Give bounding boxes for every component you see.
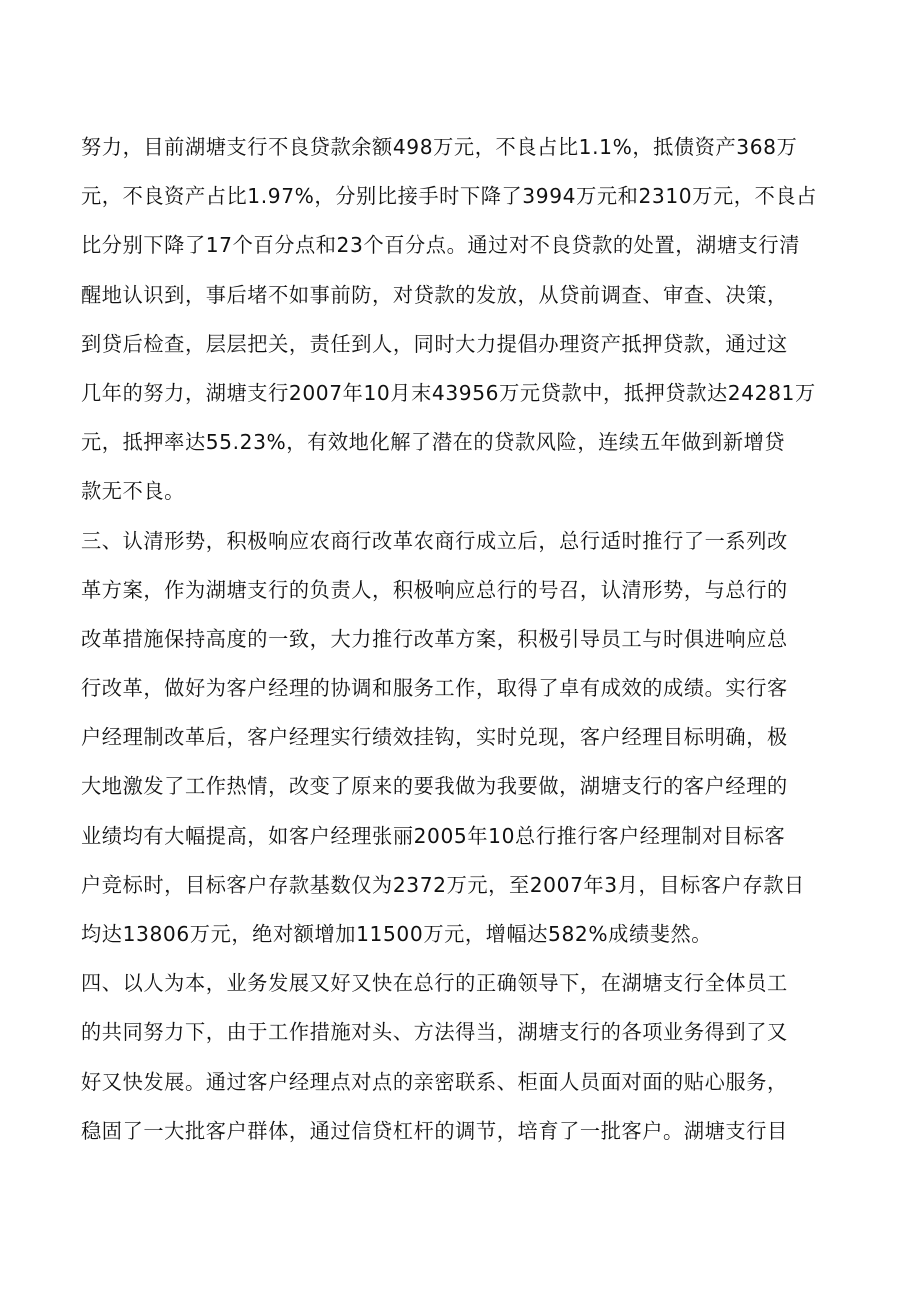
section-heading-line: 四、以人为本，业务发展又好又快在总行的正确领导下，在湖塘支行全体员工 xyxy=(81,971,788,996)
text-line: 均达13806万元，绝对额增加11500万元，增幅达582%成绩斐然。 xyxy=(81,922,713,946)
text-line: 元，抵押率达55.23%，有效地化解了潜在的贷款风险，连续五年做到新增贷 xyxy=(81,430,786,455)
text-line: 改革措施保持高度的一致，大力推行改革方案，积极引导员工与时俱进响应总 xyxy=(81,626,788,651)
body-text xyxy=(81,123,841,1156)
section-heading-line: 三、认清形势，积极响应农商行改革农商行成立后，总行适时推行了一系列改 xyxy=(81,528,788,553)
text-line: 到贷后检查，层层把关，责任到人，同时大力提倡办理资产抵押贷款，通过这 xyxy=(81,331,788,356)
text-line: 好又快发展。通过客户经理点对点的亲密联系、柜面人员面对面的贴心服务， xyxy=(81,1069,788,1094)
text-line: 努力，目前湖塘支行不良贷款余额498万元，不良占比1.1%，抵债资产368万 xyxy=(81,135,798,159)
text-line: 户竞标时，目标客户存款基数仅为2372万元，至2007年3月，目标客户存款日 xyxy=(81,872,805,897)
text-line: 元，不良资产占比1.97%，分别比接手时下降了3994万元和2310万元，不良占 xyxy=(81,184,817,209)
text-line: 户经理制改革后，客户经理实行绩效挂钩，实时兑现，客户经理目标明确，极 xyxy=(81,725,788,750)
text-line: 行改革，做好为客户经理的协调和服务工作，取得了卓有成效的成绩。实行客 xyxy=(81,676,788,701)
text-line: 的共同努力下，由于工作措施对头、方法得当，湖塘支行的各项业务得到了又 xyxy=(81,1020,788,1045)
text-line: 几年的努力，湖塘支行2007年10月末43956万元贷款中，抵押贷款达24281万 xyxy=(81,380,816,405)
text-line: 比分别下降了17个百分点和23个百分点。通过对不良贷款的处置，湖塘支行清 xyxy=(81,233,800,258)
text-line: 稳固了一大批客户群体，通过信贷杠杆的调节，培育了一批客户。湖塘支行目 xyxy=(81,1118,788,1143)
text-line: 醒地认识到，事后堵不如事前防，对贷款的发放，从贷前调查、审查、决策， xyxy=(81,282,788,307)
text-line: 款无不良。 xyxy=(81,479,185,504)
text-line: 业绩均有大幅提高，如客户经理张丽2005年10总行推行客户经理制对目标客 xyxy=(81,823,786,848)
text-line: 革方案，作为湖塘支行的负责人，积极响应总行的号召，认清形势，与总行的 xyxy=(81,577,788,602)
text-line: 大地激发了工作热情，改变了原来的要我做为我要做，湖塘支行的客户经理的 xyxy=(81,774,788,799)
